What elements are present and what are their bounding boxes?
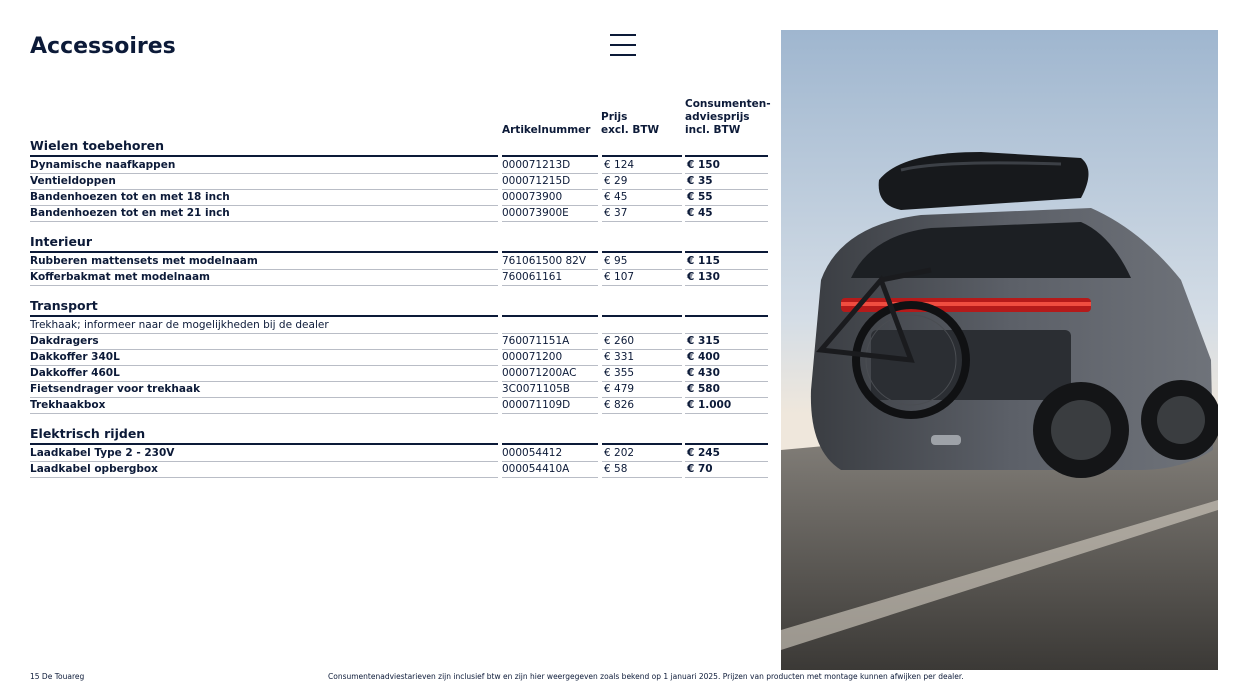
table-row — [30, 189, 768, 205]
cell-excl: € 95 — [604, 255, 628, 267]
accessories-table — [30, 95, 771, 477]
cell-name: Ventieldoppen — [30, 175, 116, 187]
page-number-label: 15 De Touareg — [30, 672, 85, 681]
cell-incl: € 70 — [687, 463, 713, 475]
cell-excl: € 355 — [604, 367, 635, 379]
cell-article: 761061500 82V — [502, 255, 587, 267]
cell-article: 000073900E — [502, 207, 569, 219]
cell-article: 000071200AC — [502, 367, 577, 379]
car-photo — [781, 30, 1218, 670]
section — [30, 425, 768, 477]
cell-article: 760071151A — [502, 335, 570, 347]
cell-incl: € 150 — [687, 159, 720, 171]
table-header — [30, 95, 771, 137]
table-row — [30, 157, 768, 173]
table-row — [30, 445, 768, 461]
cell-excl: € 202 — [604, 447, 635, 459]
table-row — [30, 397, 768, 413]
table-row — [30, 365, 768, 381]
cell-name: Laadkabel opbergbox — [30, 463, 158, 475]
table-row — [30, 253, 768, 269]
cell-incl: € 580 — [687, 383, 720, 395]
cell-name: Laadkabel Type 2 - 230V — [30, 447, 175, 459]
cell-article: 000071215D — [502, 175, 571, 187]
cell-name: Bandenhoezen tot en met 18 inch — [30, 191, 230, 203]
table-row — [30, 205, 768, 221]
section-title: Transport — [30, 298, 98, 313]
cell-name: Rubberen mattensets met modelnaam — [30, 255, 258, 267]
cell-incl: € 430 — [687, 367, 720, 379]
cell-name: Dakkoffer 460L — [30, 367, 120, 379]
cell-incl: € 400 — [687, 351, 720, 363]
table-row — [30, 381, 768, 397]
cell-incl: € 45 — [687, 207, 713, 219]
table-row — [30, 173, 768, 189]
cell-incl: € 55 — [687, 191, 713, 203]
cell-excl: € 260 — [604, 335, 635, 347]
cell-article: 000071200 — [502, 351, 563, 363]
column-header-price-incl: Consumenten- adviesprijs incl. BTW — [685, 98, 771, 136]
price-disclaimer: Consumentenadviestarieven zijn inclusief btw en zijn hier weergegeven zoals bekend op 1 januari 2025. Prijzen van producten met montage kunnen afwijken per dealer. — [328, 672, 964, 681]
table-row — [30, 269, 768, 285]
cell-incl: € 1.000 — [687, 399, 732, 411]
cell-article: 000071213D — [502, 159, 571, 171]
touareg-rear-image — [781, 30, 1218, 670]
cell-excl: € 124 — [604, 159, 635, 171]
cell-incl: € 35 — [687, 175, 713, 187]
page-title: Accessoires — [30, 34, 176, 59]
cell-article: 760061161 — [502, 271, 563, 283]
section — [30, 297, 768, 413]
cell-incl: € 130 — [687, 271, 720, 283]
section-title: Elektrisch rijden — [30, 426, 146, 441]
section-title: Interieur — [30, 234, 92, 249]
cell-excl: € 479 — [604, 383, 635, 395]
cell-incl: € 315 — [687, 335, 720, 347]
cell-excl: € 826 — [604, 399, 635, 411]
cell-incl: € 245 — [687, 447, 720, 459]
table-sections — [30, 137, 768, 477]
cell-article: 000054412 — [502, 447, 563, 459]
column-header-article: Artikelnummer — [502, 124, 591, 136]
section — [30, 233, 768, 285]
section — [30, 137, 768, 221]
cell-incl: € 115 — [687, 255, 720, 267]
section-title: Wielen toebehoren — [30, 138, 165, 153]
cell-name: Dakkoffer 340L — [30, 351, 120, 363]
cell-excl: € 45 — [604, 191, 628, 203]
cell-excl: € 37 — [604, 207, 628, 219]
cell-article: 3C0071105B — [502, 383, 570, 395]
cell-excl: € 107 — [604, 271, 635, 283]
cell-article: 000073900 — [502, 191, 563, 203]
column-header-price-excl: Prijs excl. BTW — [601, 111, 660, 136]
table-row — [30, 317, 768, 333]
hamburger-menu-icon[interactable] — [610, 34, 636, 56]
cell-name: Dynamische naafkappen — [30, 159, 176, 171]
table-row — [30, 349, 768, 365]
cell-name: Trekhaak; informeer naar de mogelijkheden bij de dealer — [30, 319, 329, 331]
cell-name: Dakdragers — [30, 335, 99, 347]
cell-name: Bandenhoezen tot en met 21 inch — [30, 207, 230, 219]
cell-name: Fietsendrager voor trekhaak — [30, 383, 201, 395]
cell-article: 000054410A — [502, 463, 570, 475]
cell-excl: € 58 — [604, 463, 628, 475]
cell-name: Trekhaakbox — [30, 399, 106, 411]
cell-excl: € 331 — [604, 351, 635, 363]
table-row — [30, 333, 768, 349]
table-row — [30, 461, 768, 477]
cell-name: Kofferbakmat met modelnaam — [30, 271, 210, 283]
cell-excl: € 29 — [604, 175, 628, 187]
cell-article: 000071109D — [502, 399, 571, 411]
